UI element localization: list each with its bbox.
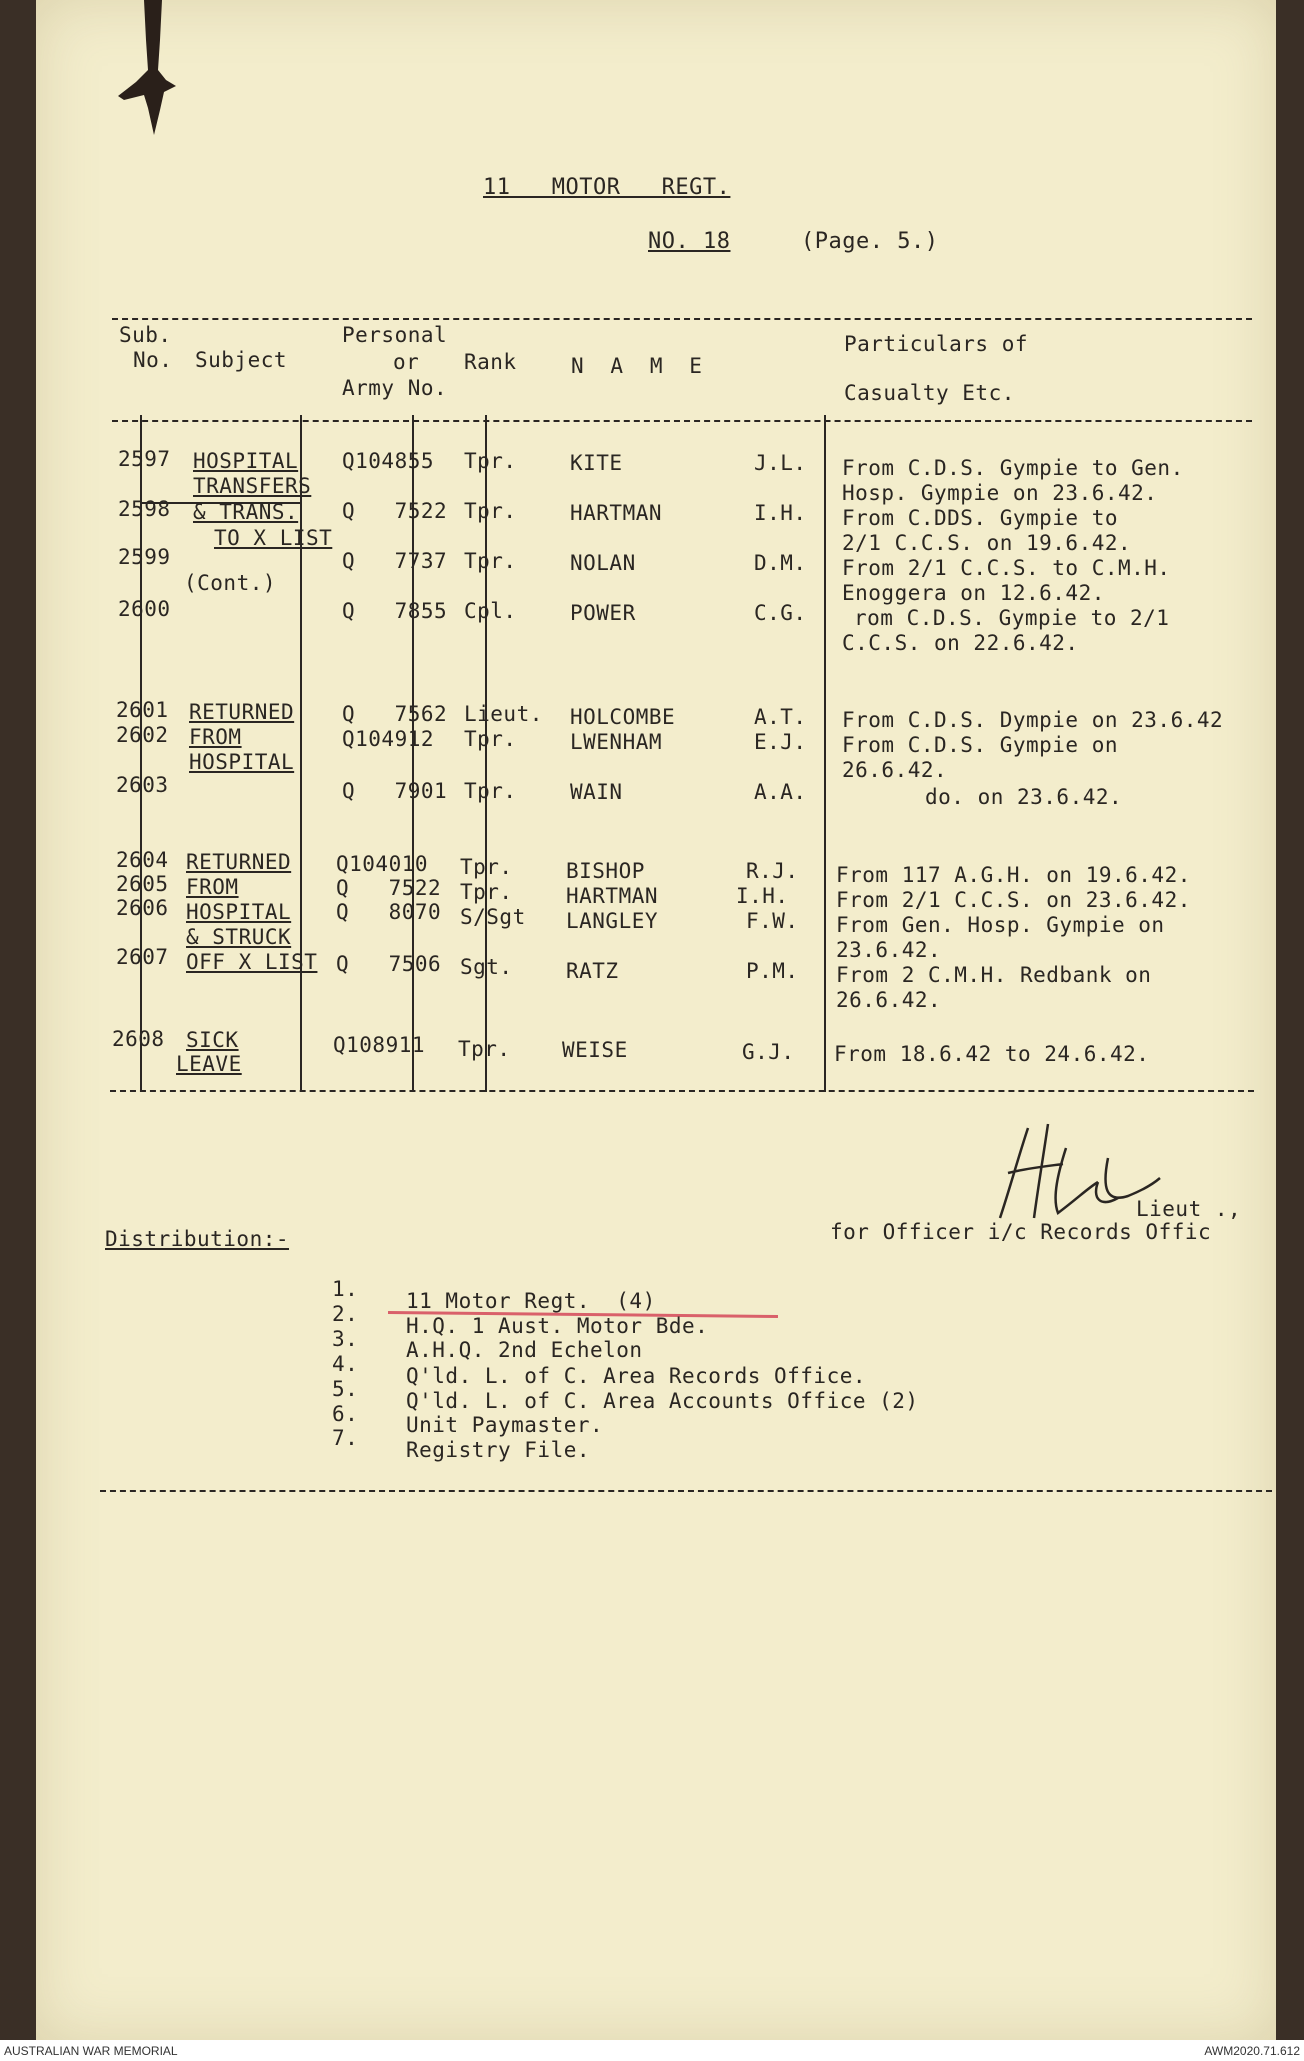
particulars-line: From 18.6.42 to 24.6.42. [834, 1042, 1150, 1066]
sub-no: 2603 [116, 773, 169, 797]
particulars-line: C.C.S. on 22.6.42. [842, 631, 1079, 655]
table-bottom-rule [110, 1090, 1254, 1092]
initials: F.W. [746, 909, 799, 933]
subject-line: FROM [189, 725, 242, 749]
surname: RATZ [566, 959, 619, 983]
initials: G.J. [742, 1040, 795, 1064]
document-title: 11 MOTOR REGT. [483, 175, 731, 200]
bottom-rule [100, 1490, 1272, 1492]
col-particulars-label: Particulars of [844, 332, 1029, 356]
rank: Tpr. [458, 1037, 511, 1061]
surname: HARTMAN [566, 884, 659, 908]
subject-line: HOSPITAL [193, 449, 299, 473]
sub-no: 2599 [118, 545, 171, 569]
surname: POWER [570, 601, 636, 625]
distribution-item: H.Q. 1 Aust. Motor Bde. [406, 1314, 709, 1338]
rank: Tpr. [460, 880, 513, 904]
initials: R.J. [746, 859, 799, 883]
particulars-line: From C.D.S. Gympie on [842, 733, 1119, 757]
document-page [36, 0, 1276, 2040]
archive-name: AUSTRALIAN WAR MEMORIAL [4, 2044, 178, 2058]
distribution-item: Q'ld. L. of C. Area Accounts Office (2) [406, 1389, 919, 1413]
particulars-line: do. on 23.6.42. [925, 785, 1123, 809]
surname: KITE [570, 451, 623, 475]
surname: BISHOP [566, 859, 645, 883]
particulars-line: Hosp. Gympie on 23.6.42. [842, 481, 1158, 505]
distribution-num: 6. [332, 1402, 359, 1426]
distribution-item: 11 Motor Regt. (4) [406, 1289, 656, 1313]
rank: Tpr. [464, 499, 517, 523]
particulars-line: 23.6.42. [836, 938, 942, 962]
army-no: Q 7562 [342, 702, 448, 726]
surname: WEISE [562, 1038, 628, 1062]
col-sub-label: Sub. [119, 323, 172, 347]
archive-reference: AWM2020.71.612 [1204, 2044, 1300, 2058]
subject-line: TRANSFERS [193, 474, 312, 498]
army-no: Q104855 [342, 449, 435, 473]
distribution-num: 7. [332, 1426, 359, 1450]
col-name-label: N A M E [571, 354, 703, 378]
army-no: Q 7901 [342, 779, 448, 803]
subject-line: TO X LIST [214, 526, 333, 550]
army-no: Q 8070 [336, 900, 442, 924]
initials: A.T. [754, 705, 807, 729]
particulars-line: From 2/1 C.C.S. to C.M.H. [842, 556, 1171, 580]
subject-line: RETURNED [189, 700, 295, 724]
sub-no: 2605 [116, 872, 169, 896]
subject-line: OFF X LIST [186, 950, 318, 974]
initials: I.H. [754, 501, 807, 525]
rank: S/Sgt [460, 905, 526, 929]
sub-no: 2607 [116, 945, 169, 969]
distribution-item: A.H.Q. 2nd Echelon [406, 1338, 643, 1362]
initials: P.M. [746, 959, 799, 983]
subject-line: SICK [186, 1028, 239, 1052]
sub-no: 2600 [118, 597, 171, 621]
col-subject-label: Subject [195, 348, 288, 372]
rank: Tpr. [464, 449, 517, 473]
subject-line: LEAVE [176, 1052, 242, 1076]
subject-line: HOSPITAL [189, 750, 295, 774]
col-casualty-label: Casualty Etc. [844, 381, 1015, 405]
particulars-line: rom C.D.S. Gympie to 2/1 [854, 606, 1170, 630]
signature-role: for Officer i/c Records Offic [830, 1220, 1212, 1244]
initials: A.A. [754, 780, 807, 804]
ink-blot [114, 0, 194, 140]
distribution-num: 4. [332, 1352, 359, 1376]
army-no: Q 7522 [336, 876, 442, 900]
distribution-num: 1. [332, 1277, 359, 1301]
surname: LANGLEY [566, 909, 659, 933]
distribution-item: Unit Paymaster. [406, 1413, 604, 1437]
subject-line: RETURNED [186, 850, 292, 874]
sub-no: 2601 [116, 698, 169, 722]
initials: J.L. [754, 451, 807, 475]
rank: Tpr. [460, 855, 513, 879]
col-or-label: or [393, 350, 420, 374]
sub-no: 2598 [118, 497, 171, 521]
distribution-heading: Distribution:- [105, 1227, 290, 1251]
sub-no: 2606 [116, 896, 169, 920]
particulars-line: 2/1 C.C.S. on 19.6.42. [842, 531, 1132, 555]
subject-line: FROM [186, 875, 239, 899]
distribution-num: 5. [332, 1377, 359, 1401]
rank: Tpr. [464, 549, 517, 573]
army-no: Q108911 [333, 1033, 426, 1057]
rank: Tpr. [464, 727, 517, 751]
surname: WAIN [570, 780, 623, 804]
particulars-line: From C.DDS. Gympie to [842, 506, 1119, 530]
army-no: Q104912 [342, 727, 435, 751]
subject-line: (Cont.) [184, 571, 277, 595]
col-divider-army [300, 415, 302, 1092]
subject-line: HOSPITAL [186, 900, 292, 924]
initials: C.G. [754, 601, 807, 625]
initials: I.H. [736, 884, 789, 908]
subject-line: & TRANS. [193, 500, 299, 524]
surname: HARTMAN [570, 501, 663, 525]
archive-footer [0, 2040, 1304, 2061]
initials: E.J. [754, 730, 807, 754]
signature-rank: Lieut ., [1136, 1197, 1242, 1221]
particulars-line: From 117 A.G.H. on 19.6.42. [836, 863, 1191, 887]
particulars-line: Enoggera on 12.6.42. [842, 581, 1105, 605]
sub-no: 2608 [112, 1027, 165, 1051]
col-armyno-label: Army No. [342, 376, 448, 400]
distribution-item: Registry File. [406, 1438, 591, 1462]
initials: D.M. [754, 551, 807, 575]
sub-no: 2604 [116, 848, 169, 872]
surname: LWENHAM [570, 730, 663, 754]
page-number: (Page. 5.) [801, 229, 939, 254]
col-no-label: No. [133, 348, 173, 372]
col-personal-label: Personal [342, 323, 448, 347]
distribution-num: 3. [332, 1327, 359, 1351]
army-no: Q 7855 [342, 599, 448, 623]
rank: Sgt. [460, 955, 513, 979]
header-rule [112, 420, 1252, 422]
army-no: Q 7522 [342, 499, 448, 523]
particulars-line: From 2/1 C.C.S. on 23.6.42. [836, 888, 1191, 912]
rank: Cpl. [464, 599, 517, 623]
rank: Lieut. [464, 702, 543, 726]
particulars-line: From 2 C.M.H. Redbank on [836, 963, 1152, 987]
col-rank-label: Rank [464, 350, 517, 374]
army-no: Q 7737 [342, 549, 448, 573]
distribution-item: Q'ld. L. of C. Area Records Office. [406, 1364, 867, 1388]
rank: Tpr. [464, 779, 517, 803]
army-no: Q 7506 [336, 952, 442, 976]
sub-no: 2597 [118, 447, 171, 471]
distribution-num: 2. [332, 1302, 359, 1326]
surname: NOLAN [570, 551, 636, 575]
particulars-line: 26.6.42. [842, 758, 948, 782]
particulars-line: From Gen. Hosp. Gympie on [836, 913, 1165, 937]
particulars-line: From C.D.S. Dympie on 23.6.42 [842, 708, 1224, 732]
col-divider-particulars [824, 415, 826, 1092]
surname: HOLCOMBE [570, 705, 676, 729]
subject-line: & STRUCK [186, 925, 292, 949]
particulars-line: 26.6.42. [836, 988, 942, 1012]
army-no: Q104010 [336, 852, 429, 876]
document-number: NO. 18 [648, 229, 731, 254]
particulars-line: From C.D.S. Gympie to Gen. [842, 456, 1184, 480]
top-rule [112, 318, 1252, 320]
sub-no: 2602 [116, 723, 169, 747]
